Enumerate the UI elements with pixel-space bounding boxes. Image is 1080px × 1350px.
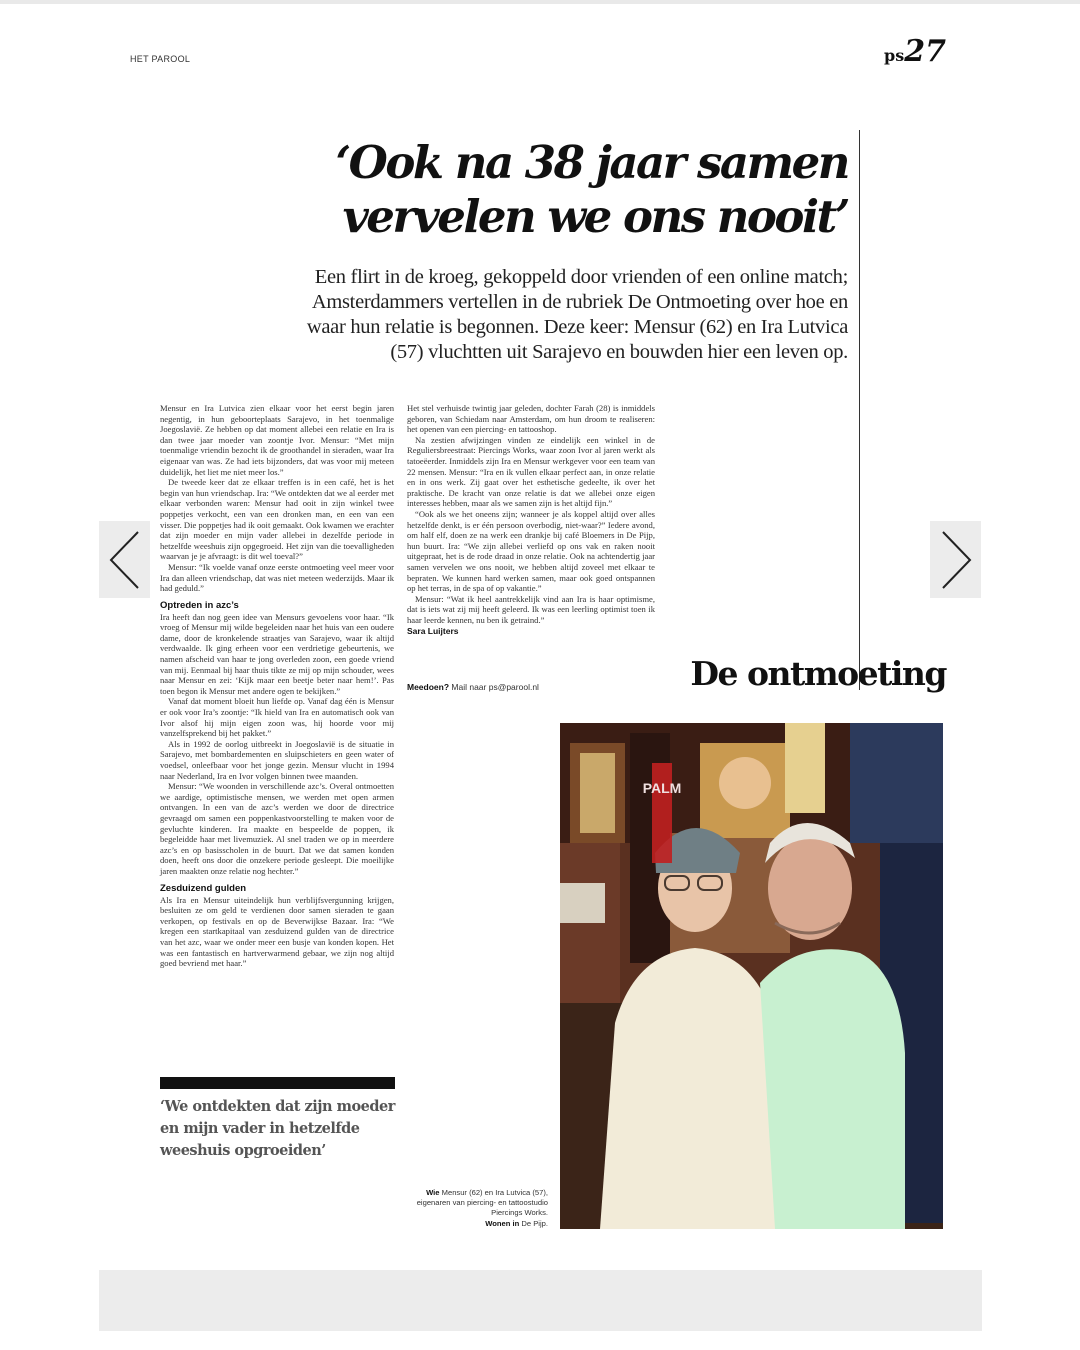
page-number-prefix: ps <box>884 46 905 65</box>
masthead: HET PAROOL <box>130 54 191 64</box>
caption-wonen-text: De Pijp. <box>521 1218 548 1228</box>
page-bottom-strip <box>99 1270 982 1331</box>
paragraph: Na zestien afwijzingen vinden ze eindelijk een winkel in de Reguliersbreestraat: Piercings Works, waar zoon Ivor al jaren werkt als tatoeëerder. Inmiddels zijn Ira en Mensur werkgever voor een team van 22 mensen. Mensur: “Ira en ik vullen elkaar perfect aan, in onze relatie en in ons werk. Zij gaat over het esthetische gedeelte, ik over het praktische. De kracht van onze relatie is dat we allebei onze eigen interesses hebben, maar als we samen zijn is het altijd fijn.” <box>407 434 655 509</box>
paragraph: Mensur: “Ik voelde vanaf onze eerste ontmoeting veel meer voor Ira dan alleen vriendschap, dat was niet meteen wederzijds. Maar ik had geduld.” <box>160 561 394 594</box>
headline <box>300 136 848 244</box>
meedoen-note <box>407 682 539 692</box>
article-column-2 <box>407 403 655 637</box>
chevron-right-icon <box>939 530 973 590</box>
paragraph: Mensur: “Wat ik heel aantrekkelijk vind aan Ira is haar optimisme, dat is iets wat zij mij heeft geleerd. Ik was een leerling optimist toen ik haar leerde kennen, nu ben ik getraind.” <box>407 593 655 625</box>
page-number-value: 27 <box>904 34 946 69</box>
caption-wie-label: Wie <box>426 1188 440 1197</box>
paragraph: Mensur: “We woonden in verschillende azc’s. Overal ontmoetten we aardige, optimistische mensen, we werden met open armen ontvangen. In een van de azc’s werden we door de directrice gevraagd om samen een poppenkastvoorstelling te maken voor de gevluchte kinderen. Ira maakte en bespeelde de poppen, ik begeleidde haar met livemuziek. Al snel traden we op in meerdere azc’s en op basisscholen in de buurt. Dat we dat samen konden doen, heeft ons door die onzekere periode gesleept. Die moeilijke jaren maakten onze relatie nog hechter.” <box>160 781 394 876</box>
subheading: Optreden in azc’s <box>160 599 239 611</box>
previous-page-button[interactable] <box>99 521 150 598</box>
subheading: Zesduizend gulden <box>160 882 247 894</box>
paragraph: Ira heeft dan nog geen idee van Mensurs gevoelens voor haar. “Ik vroeg of Mensur mij wilde begeleiden naar het huis van een oudere dame, door de kronkelende straatjes van Sarajevo, waar ik altijd verdwaalde. Ik ging erheen voor een verdrietige gebeurtenis, we namen afscheid van haar te jong overleden zoon, een goede vriend van mij. Eenmaal bij haar thuis tikte ze mij op mijn schouder, wees naar Mensur en zei: ‘Kijk maar een beetje beter naar hem!’. Pas toen begon ik Mensur met andere ogen te bekijken.” <box>160 611 394 696</box>
meedoen-label: Meedoen? <box>407 682 450 692</box>
caption-wie-text: Mensur (62) en Ira Lutvica (57), eigenaren van piercing- en tattoostudio Piercings Works. <box>416 1188 548 1218</box>
rubric-title: De ontmoeting <box>690 654 946 693</box>
page-number <box>884 34 946 69</box>
caption-wonen-label: Wonen in <box>485 1218 520 1228</box>
next-page-button[interactable] <box>930 521 981 598</box>
headline-line-2: vervelen we ons nooit’ <box>342 190 848 243</box>
article-column-1 <box>160 403 394 969</box>
paragraph: Als in 1992 de oorlog uitbreekt in Joegoslavië is de situatie in Sarajevo, met bombardementen en sluipschieters en geen water of voedsel, onleefbaar voor het jonge gezin. Mensur vlucht in 1994 naar Nederland, Ira en Ivor volgen binnen twee maanden. <box>160 738 394 781</box>
photo-caption <box>400 1188 548 1229</box>
paragraph: Mensur en Ira Lutvica zien elkaar voor het eerst begin jaren negentig, in hun geboorteplaats Sarajevo, in het toenmalige Joegoslavië. Ze hebben op dat moment allebei een relatie en Ira is dan twee jaar moeder van zoontje Ivor. Mensur: “Met mijn toenmalige vriendin bezocht ik de groothandel in sieraden, waar Ira eigenaar van was. Ze had iets bijzonders, dat was voor mij meteen duidelijk, het liet me niet meer los.” <box>160 403 394 477</box>
couple-photo <box>560 723 943 1229</box>
headline-line-1: ‘Ook na 38 jaar samen <box>335 136 848 189</box>
column-rule <box>859 130 860 690</box>
paragraph: Het stel verhuisde twintig jaar geleden, dochter Farah (28) is inmiddels geboren, van Schiedam naar Amsterdam, om hun droom te realiseren: het openen van een piercing- en tattooshop. <box>407 403 655 435</box>
pullquote: ‘We ontdekten dat zijn moeder en mijn vader in hetzelfde weeshuis opgroeiden’ <box>160 1098 395 1159</box>
photo-sign-text: PALM <box>642 780 682 796</box>
paragraph: Vanaf dat moment bloeit hun liefde op. Vanaf dag één is Mensur er ook voor Ira’s zoontje: “Ik hield van Ira en automatisch ook van Ivor alsof hij mijn eigen zoon was, hij hoorde voor mij vanzelfsprekend bij het pakket.” <box>160 696 394 739</box>
pullquote-bar <box>160 1077 395 1089</box>
author-byline: Sara Luijters <box>407 626 459 637</box>
paragraph: De tweede keer dat ze elkaar treffen is in een café, het is het begin van hun vriendschap. Ira: “We ontdekten dat we al eerder met elkaar verbonden waren: Mensur had ooit in zijn winkel twee poppetjes verkocht, een van een dronken man, en een van een visser. Die poppetjes had ik ooit gemaakt. Ook kwamen we erachter dat zijn moeder en mijn vader allebei in dezelfde periode in hetzelfde weeshuis zijn opgegroeid. Het zijn van die toevalligheden waarvan je je afvraagt: is dit wel toeval?” <box>160 477 394 562</box>
chevron-left-icon <box>108 530 142 590</box>
paragraph: Als Ira en Mensur uiteindelijk hun verblijfsvergunning krijgen, besluiten ze om geld te verdienen door samen sieraden te gaan verkopen, op festivals en op de Beverwijkse Bazaar. Ira: “We kregen een startkapitaal van zesduizend gulden van de directrice van het azc, waar we onder meer een busje van konden kopen. Het was een fantastisch en hartverwarmend gebaar, we zijn nog altijd goed bevriend met haar.” <box>160 894 394 969</box>
intro-text: Een flirt in de kroeg, gekoppeld door vrienden of een online match; Amsterdammers vertellen in de rubriek De Ontmoeting over hoe en waar hun relatie is begonnen. Deze keer: Mensur (62) en Ira Lutvica (57) vluchtten uit Sarajevo en bouwden hier een leven op. <box>306 266 848 363</box>
meedoen-text: Mail naar ps@parool.nl <box>451 682 539 692</box>
paragraph: “Ook als we het oneens zijn; wanneer je als koppel altijd over alles hetzelfde denkt, is er één persoon overbodig, niet-waar?” Iedere avond, om half elf, doen ze na werk een drankje bij café Bloemers in De Pijp, hun buurt. Ira: “We zijn allebei verliefd op ons vak en raken nooit uitgepraat, het is de rode draad in onze relatie. Ook na achtendertig jaar samen vervelen we ons nooit, we hebben altijd zoveel met elkaar te bepraten. We kunnen hard werken samen, maar ook goed ontspannen op het terras, in de spa of op vakantie.” <box>407 508 655 594</box>
